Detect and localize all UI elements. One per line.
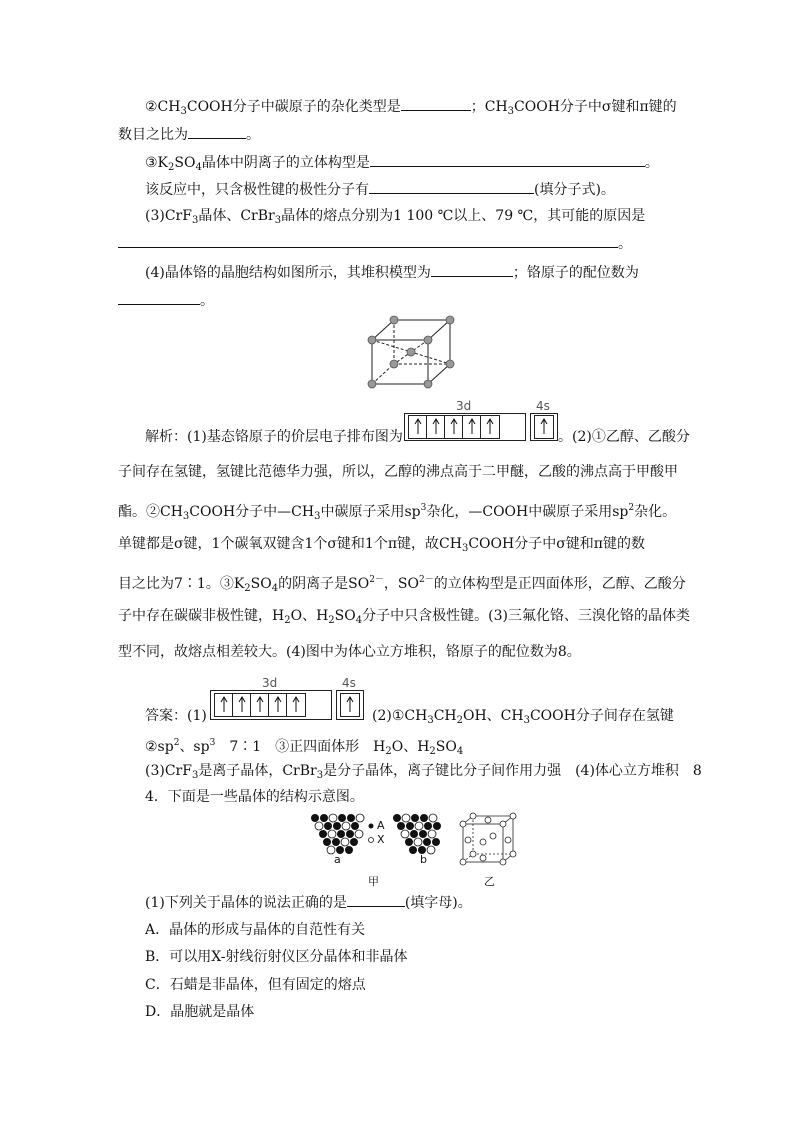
subscript: 3 [274, 215, 282, 226]
subscript: 4 [271, 583, 279, 594]
subscript: 2 [385, 746, 392, 757]
answer-line-1-label [145, 706, 207, 726]
orbital-box [269, 694, 287, 716]
question-4-heading [145, 787, 364, 807]
text: ②CH [145, 99, 181, 115]
text: COOH分子中—CH [189, 504, 315, 520]
superscript: 3 [420, 503, 427, 513]
solution-line-2 [118, 462, 678, 482]
orbital-box [251, 694, 269, 716]
superscript: 2 [173, 738, 180, 748]
solution-line-1 [145, 427, 403, 447]
text: 目之比为7∶1。③K [118, 576, 245, 592]
up-arrow-icon [287, 694, 305, 716]
up-arrow-icon [251, 694, 269, 716]
subscript: 2 [456, 715, 463, 726]
text: ；铬原子的配位数为 [512, 265, 639, 281]
superscript: 2－ [369, 575, 384, 585]
text: 杂化。 [634, 504, 677, 520]
text: 7∶1 ③正四面体形 H [229, 739, 386, 755]
subscript: 3 [316, 770, 324, 781]
superscript: 3 [209, 738, 216, 748]
subscript: 2 [244, 583, 251, 594]
subscript: 3 [523, 715, 530, 726]
solution-line-5 [118, 570, 686, 599]
text: 。 [246, 127, 260, 143]
subscript: 2 [328, 615, 335, 626]
question-line-8 [118, 290, 214, 311]
figure-label-yi: 乙 [484, 875, 495, 888]
up-arrow-icon [427, 416, 445, 438]
orbital-diagram-solution [404, 399, 574, 439]
answer-blank[interactable] [370, 152, 645, 167]
legend-x-label: X [377, 833, 385, 846]
answer-blank[interactable] [118, 290, 200, 305]
orbital-label-4s: 4s [536, 399, 550, 413]
text: CH [433, 708, 457, 724]
text: COOH分子间存在氢键 [529, 708, 674, 724]
text: (1)下列关于晶体的说法正确的是 [145, 895, 347, 911]
text: ；CH [470, 99, 508, 115]
bcc-unit-cell-diagram [362, 310, 462, 390]
text: SO [174, 155, 196, 171]
text: SO [435, 739, 457, 755]
text: 子中存在碳碳非极性键，H [118, 608, 285, 624]
answer-line-1 [372, 706, 674, 731]
text: COOH分子中碳原子的杂化类型是 [186, 99, 401, 115]
structure-a-pattern [311, 814, 364, 854]
option-b[interactable] [145, 947, 408, 967]
text: 。 [644, 155, 659, 171]
text: 。 [200, 293, 214, 309]
figure-label-b: b [420, 853, 427, 866]
subscript: 3 [191, 770, 199, 781]
superscript: 2－ [419, 575, 434, 585]
orbital-box [287, 694, 305, 716]
text: 杂化，—COOH中碳原子采用sp [426, 504, 629, 520]
answer-line-2 [145, 733, 463, 762]
orbital-boxes-3d [214, 693, 306, 717]
superscript: 2 [628, 503, 635, 513]
solution-line-7 [118, 642, 581, 662]
question-line-5 [145, 206, 645, 231]
text: SO [334, 608, 356, 624]
question-line-4 [145, 179, 615, 200]
text: 的立体构型是正四面体形，乙醇、乙酸分 [433, 576, 686, 592]
text: 分子中只含极性键。(3)三氟化铬、三溴化铬的晶体类 [362, 608, 690, 624]
solution-line-1-cont [558, 427, 690, 447]
text: COOH分子中σ键和π键的 [514, 99, 677, 115]
figure-label-jia: 甲 [368, 875, 379, 888]
text: 数目之比为 [118, 127, 188, 143]
subscript: 2 [284, 615, 291, 626]
orbital-box [535, 416, 553, 438]
text: 中碳原子采用sp [320, 504, 421, 520]
text: 单键都是σ键，1个碳氧双键含1个σ键和1个π键，故CH [118, 536, 462, 552]
option-b-text: B．可以用X-射线衍射仪区分晶体和非晶体 [145, 949, 408, 965]
subscript: 3 [182, 511, 190, 522]
text: ③K [145, 155, 169, 171]
answer-blank[interactable] [118, 233, 618, 248]
question-line-1 [145, 96, 677, 122]
text: (填分子式)。 [534, 182, 615, 198]
orbital-label-4s: 4s [342, 676, 356, 690]
text: ②sp [145, 739, 174, 755]
up-arrow-icon [463, 416, 481, 438]
text: 该反应中，只含极性键的极性分子有 [145, 182, 369, 198]
subscript: 2 [168, 162, 175, 173]
figure-label-a: a [334, 853, 341, 866]
text: 、sp [179, 739, 210, 755]
question-line-2 [118, 124, 260, 145]
text: 。(2)①乙醇、乙酸分 [558, 429, 690, 445]
subscript: 3 [180, 106, 187, 117]
text: 4．下面是一些晶体的结构示意图。 [145, 789, 364, 805]
question-line-3 [145, 152, 659, 178]
orbital-box [463, 416, 481, 438]
up-arrow-icon [233, 694, 251, 716]
up-arrow-icon [535, 416, 553, 438]
subscript: 3 [314, 511, 321, 522]
legend-a-label: A [377, 819, 385, 832]
option-c[interactable] [145, 975, 366, 995]
text: COOH分子中σ键和π键的数 [468, 536, 645, 552]
orbital-boxes-3d [408, 415, 500, 439]
question-line-6 [118, 233, 632, 254]
subscript: 4 [195, 162, 202, 173]
up-arrow-icon [215, 694, 233, 716]
orbital-box [233, 694, 251, 716]
orbital-boxes-4s [534, 415, 554, 439]
text: 答案：(1) [145, 708, 207, 724]
up-arrow-icon [341, 694, 359, 716]
orbital-label-3d: 3d [262, 676, 278, 690]
text: (4)晶体铬的晶胞结构如图所示，其堆积模型为 [145, 265, 431, 281]
subscript: 3 [461, 543, 469, 554]
text: 是分子晶体，离子键比分子间作用力强 (4)体心立方堆积 8 [323, 763, 702, 779]
orbital-box [215, 694, 233, 716]
text: O、H [391, 739, 430, 755]
text: SO [250, 576, 272, 592]
subscript: 4 [456, 746, 464, 757]
text: 是离子晶体，CrBr [198, 763, 317, 779]
text: ，SO [383, 576, 419, 592]
text: (3)CrF [145, 763, 192, 779]
question-4-1 [145, 892, 472, 913]
orbital-box [341, 694, 359, 716]
option-a[interactable] [145, 920, 365, 940]
answer-blank[interactable] [401, 96, 471, 111]
up-arrow-icon [269, 694, 287, 716]
text: 型不同，故熔点相差较大。(4)图中为体心立方堆积，铬原子的配位数为8。 [118, 644, 581, 660]
text: O、H [290, 608, 329, 624]
option-d[interactable] [145, 1002, 254, 1022]
subscript: 4 [355, 615, 363, 626]
orbital-box [481, 416, 499, 438]
orbital-diagram-answer [210, 676, 380, 720]
question-line-7 [145, 262, 639, 283]
solution-line-6 [118, 606, 690, 631]
structure-b-pattern [393, 814, 441, 854]
answer-blank[interactable] [347, 892, 405, 907]
orbital-box [409, 416, 427, 438]
subscript: 2 [429, 746, 436, 757]
text: 子间存在氢键，氢键比范德华力强，所以，乙醇的沸点高于二甲醚，乙酸的沸点高于甲酸甲 [118, 464, 678, 480]
legend-filled-circle-icon [369, 824, 374, 829]
up-arrow-icon [409, 416, 427, 438]
option-c-text: C．石蜡是非晶体，但有固定的熔点 [145, 977, 366, 993]
subscript: 3 [427, 715, 434, 726]
answer-blank[interactable] [431, 262, 513, 277]
text: (3)CrF [145, 208, 192, 224]
text: 酯。②CH [118, 504, 183, 520]
answer-line-3 [145, 761, 702, 786]
solution-line-4 [118, 534, 645, 559]
text: (2)①CH [372, 708, 428, 724]
option-d-text: D．晶胞就是晶体 [145, 1004, 255, 1020]
text: 解析：(1)基态铬原子的价层电子排布图为 [145, 429, 403, 445]
legend-open-circle-icon [369, 838, 374, 843]
orbital-label-3d: 3d [456, 399, 472, 413]
orbital-box [427, 416, 445, 438]
subscript: 3 [507, 106, 515, 117]
text: 晶体的熔点分别为1 100 ℃以上、79 ℃，其可能的原因是 [281, 208, 646, 224]
up-arrow-icon [445, 416, 463, 438]
text: OH、CH [462, 708, 524, 724]
orbital-box [445, 416, 463, 438]
solution-line-3 [118, 498, 676, 527]
text: 的阴离子是SO [278, 576, 370, 592]
orbital-boxes-4s [340, 693, 360, 717]
subscript: 3 [191, 215, 199, 226]
answer-blank[interactable] [188, 124, 246, 139]
text: (填字母)。 [404, 895, 472, 911]
up-arrow-icon [481, 416, 499, 438]
text: 晶体中阴离子的立体构型是 [201, 155, 370, 171]
text: 晶体、CrBr [198, 208, 275, 224]
text: 。 [618, 236, 632, 252]
answer-blank[interactable] [369, 179, 534, 194]
option-a-text: A．晶体的形成与晶体的自范性有关 [145, 922, 366, 938]
